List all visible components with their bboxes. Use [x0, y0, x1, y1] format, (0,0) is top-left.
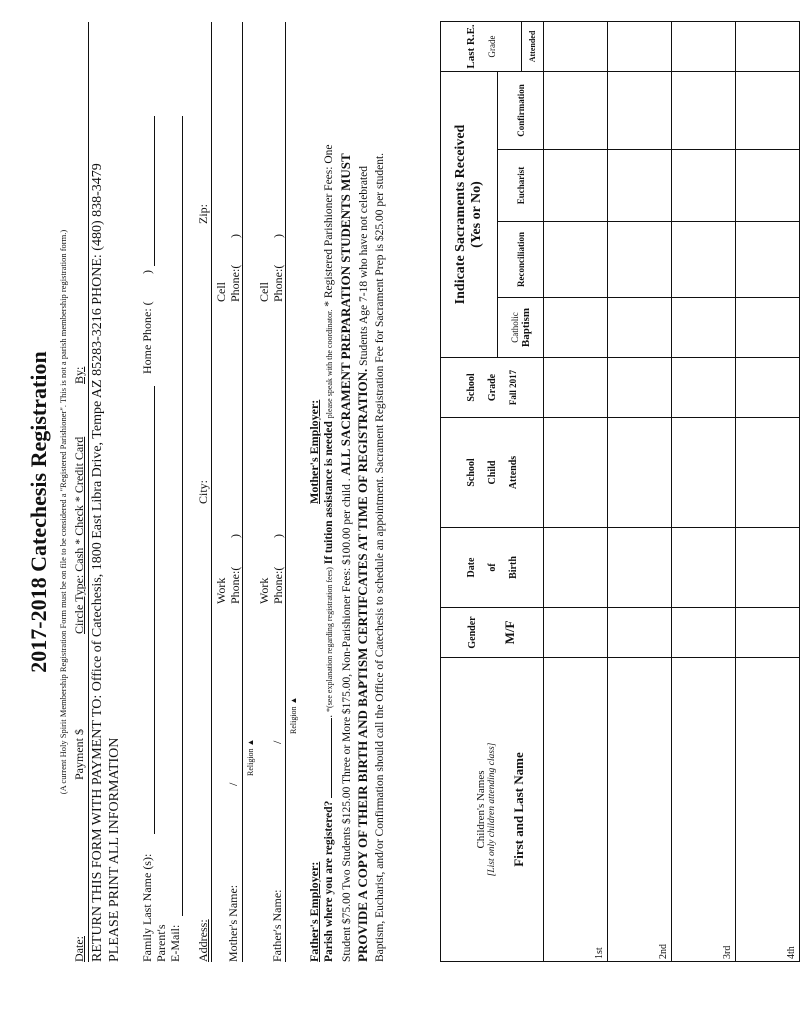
tuition-small: *(see explanation regarding registration fees) — [325, 567, 334, 712]
father-cell-phone-label: Phone:( — [271, 264, 285, 302]
reconciliation-cell[interactable] — [608, 222, 672, 298]
school-cell[interactable] — [672, 418, 736, 528]
tuition-rest: please speak with the coordinator. — [325, 309, 334, 419]
children-table — [440, 21, 800, 962]
gender-cell[interactable] — [608, 608, 672, 658]
eucharist-header: Eucharist — [498, 150, 544, 222]
last-re-grade-label: Grade — [487, 35, 497, 58]
baptism-header — [498, 298, 544, 358]
father-work-label: Work — [257, 577, 271, 604]
grade-cell[interactable] — [608, 358, 672, 418]
indicate-sacraments-label: Indicate Sacraments Received — [453, 124, 468, 305]
print-instruction: PLEASE PRINT ALL INFORMATION — [107, 737, 122, 962]
table-row — [736, 21, 800, 961]
gender-label: Gender — [466, 616, 478, 649]
row-label: 1st — [544, 658, 608, 962]
dob-cell[interactable] — [736, 528, 800, 608]
circle-type-label: Circle Type: Cash * Check * Credit Card — [72, 436, 86, 634]
yes-no-label: (Yes or No) — [469, 181, 484, 248]
table-row — [672, 21, 736, 961]
gender-header — [441, 608, 544, 658]
dob-cell[interactable] — [672, 528, 736, 608]
reconciliation-header: Reconciliation — [498, 222, 544, 298]
family-last-name-label: Family Last Name (s): — [140, 853, 154, 962]
home-phone-label: Home Phone: ( — [140, 301, 154, 374]
mother-work-phone-close: ) — [228, 534, 242, 538]
children-names-title: Children's Names — [475, 770, 487, 849]
grade-cell[interactable] — [672, 358, 736, 418]
gender-cell[interactable] — [672, 608, 736, 658]
confirmation-cell[interactable] — [672, 71, 736, 149]
confirmation-cell[interactable] — [736, 71, 800, 149]
eucharist-cell[interactable] — [672, 150, 736, 222]
confirmation-cell[interactable] — [544, 71, 608, 149]
home-phone-field[interactable] — [154, 116, 155, 266]
school-grade-header — [441, 358, 544, 418]
gender-cell[interactable] — [736, 608, 800, 658]
school-cell[interactable] — [608, 418, 672, 528]
dob-header — [441, 528, 544, 608]
sacrament-bold: ALL SACRAMENT PREPARATION STUDENTS MUST PROVIDE A COPY OF THEIR BIRTH AND BAPTISM CERTIFCATES AT TIME OF REGISTRATION. — [337, 153, 370, 962]
mothers-employer-label: Mother's Employer: — [307, 399, 321, 504]
email-label: E-Mail: — [168, 924, 182, 962]
mother-work-label: Work — [214, 577, 228, 604]
last-re-cell[interactable] — [672, 21, 736, 71]
mother-row-rule[interactable] — [242, 22, 243, 962]
row-label: 4th — [736, 658, 800, 962]
father-work-phone-label: Phone:( — [271, 566, 285, 604]
father-cell-phone-close: ) — [271, 234, 285, 238]
parish-question: Parish where you are registered? — [323, 800, 335, 962]
father-religion-hint: Religion ▲ — [289, 696, 298, 734]
payment-label: Payment $ — [72, 729, 86, 780]
sacrament-rest: Students Age 7-18 who have not celebrated Baptism, Eucharist, and/or Confirmation should call the Office of Catechesis to schedule an appointment. Sacrament Registration Fee for Sacrament Prep is $25.00 per student. — [358, 152, 386, 962]
sacraments-header — [441, 71, 498, 357]
parish-field[interactable] — [331, 718, 332, 798]
baptism-label: Baptism — [519, 307, 532, 348]
table-row — [544, 21, 608, 961]
list-only-note: [List only children attending class] — [487, 742, 497, 877]
page-title: 2017-2018 Catechesis Registration — [26, 351, 51, 673]
home-phone-close: ) — [140, 270, 154, 274]
last-re-cell[interactable] — [544, 21, 608, 71]
dob-cell[interactable] — [608, 528, 672, 608]
page-subtitle: (A current Holy Spirit Membership Registration Form must be on file to be considered a "Registered Parishioner". This is not a parish membership registration form.) — [58, 229, 68, 795]
father-work-phone-close: ) — [271, 534, 285, 538]
tuition-bold: If tuition assistance is needed — [323, 421, 335, 565]
school-attends-header — [441, 418, 544, 528]
email-field[interactable] — [182, 116, 183, 916]
catholic-label: Catholic — [509, 312, 520, 343]
table-row — [608, 21, 672, 961]
date-label-header: Date — [465, 557, 477, 578]
gender-cell[interactable] — [544, 608, 608, 658]
baptism-cell[interactable] — [672, 298, 736, 358]
grade-label: Grade — [487, 373, 498, 402]
school-label: School — [465, 458, 477, 487]
by-label: By: — [72, 366, 86, 384]
fathers-name-label: Father's Name: — [270, 889, 284, 962]
mother-work-phone-label: Phone:( — [228, 566, 242, 604]
last-re-header — [441, 21, 522, 71]
mother-religion-hint: Religion ▲ — [246, 738, 255, 776]
return-instruction: RETURN THIS FORM WITH PAYMENT TO: Office of Catechesis, 1800 East Libra Drive, Tempe AZ 85283-3216 PHONE: (480) 838-3479 — [90, 163, 105, 962]
date-label: Date: — [72, 936, 86, 962]
reconciliation-cell[interactable] — [544, 222, 608, 298]
eucharist-cell[interactable] — [736, 150, 800, 222]
school-cell[interactable] — [544, 418, 608, 528]
baptism-cell[interactable] — [736, 298, 800, 358]
mother-cell-phone-close: ) — [228, 234, 242, 238]
last-re-cell[interactable] — [736, 21, 800, 71]
fathers-employer-label: Father's Employer: — [307, 861, 321, 962]
father-cell-label: Cell — [257, 282, 271, 302]
office-line-rule — [88, 22, 89, 962]
school-grade-label: School — [466, 373, 477, 402]
reconciliation-cell[interactable] — [672, 222, 736, 298]
baptism-cell[interactable] — [544, 298, 608, 358]
eucharist-cell[interactable] — [608, 150, 672, 222]
city-label: City: — [196, 479, 210, 504]
grade-cell[interactable] — [544, 358, 608, 418]
of-label: of — [486, 563, 498, 572]
confirmation-cell[interactable] — [608, 71, 672, 149]
father-slash: / — [270, 740, 284, 744]
birth-label: Birth — [507, 556, 519, 579]
attended-header: Attended — [522, 21, 544, 71]
mother-cell-label: Cell — [214, 282, 228, 302]
zip-label: Zip: — [196, 204, 210, 224]
eucharist-cell[interactable] — [544, 150, 608, 222]
grade-cell[interactable] — [736, 358, 800, 418]
mothers-name-label: Mother's Name: — [226, 884, 240, 962]
parents-label: Parent's — [154, 924, 168, 962]
row-label: 3rd — [672, 658, 736, 962]
mother-slash: / — [226, 782, 240, 786]
attends-label: Attends — [507, 455, 519, 490]
children-names-header — [441, 658, 544, 962]
father-row-rule[interactable] — [285, 22, 286, 962]
mf-label: M/F — [501, 620, 517, 645]
fall-label: Fall 2017 — [508, 369, 518, 406]
first-last-name-header: First and Last Name — [511, 752, 526, 867]
last-re-cell[interactable] — [608, 21, 672, 71]
child-label: Child — [486, 460, 498, 485]
address-field[interactable] — [211, 22, 212, 962]
school-cell[interactable] — [736, 418, 800, 528]
baptism-cell[interactable] — [608, 298, 672, 358]
row-label: 2nd — [608, 658, 672, 962]
confirmation-header: Confirmation — [498, 71, 544, 149]
address-label: Address: — [196, 919, 210, 962]
last-re-label: Last R.E. — [465, 24, 477, 69]
mother-cell-phone-label: Phone:( — [228, 264, 242, 302]
fees-block: Parish where you are registered? . *(see explanation regarding registration fees) If tuition assistance is needed please speak with the coordinator. * Registered Parishioner Fees: One Student $75.00 Two Students $125.00 Three or More $175.00, Non-Parishioner Fees: $100.00 per child . ALL SACRAMENT PREPARATION STUDENTS MUST PROVIDE A COPY OF THEIR BIRTH AND BAPTISM CERTIFCATES AT TIME OF REGISTRATION. Students Age 7-18 who have not celebrated Baptism, Eucharist, and/or Confirmation should call the Office of Catechesis to schedule an appointment. Sacrament Registration Fee for Sacrament Prep is $25.00 per student. — [323, 144, 386, 962]
family-last-name-field[interactable] — [154, 386, 155, 834]
reconciliation-cell[interactable] — [736, 222, 800, 298]
fee-line: * Registered Parishioner Fees: One Student $75.00 Two Students $125.00 Three or More $175.00, Non-Parishioner Fees: $100.00 per child . — [323, 144, 353, 962]
dob-cell[interactable] — [544, 528, 608, 608]
